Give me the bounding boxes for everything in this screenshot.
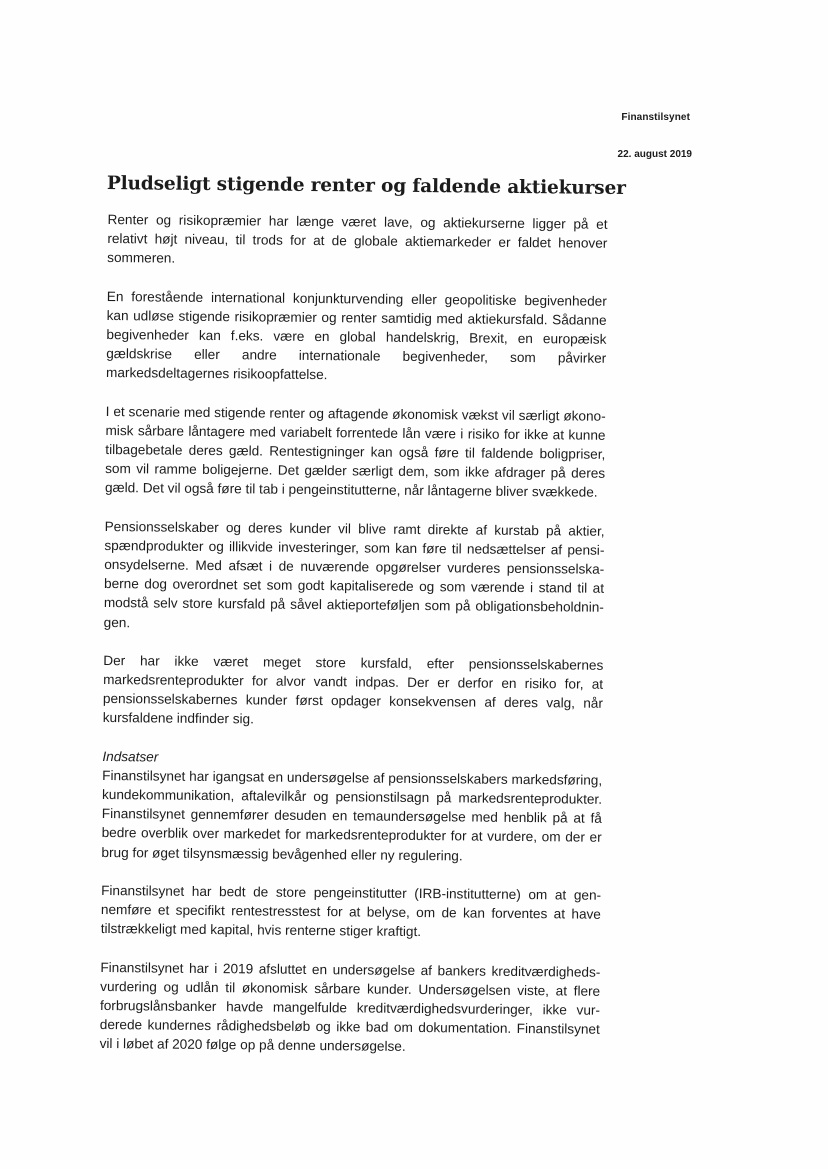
paragraph-borrowers: I et scenarie med stigende renter og aftagende økonomisk vækst vil særligt økonomisk sårbare låntagere med variabelt forrentede lån være i risiko for ikke at kunne tilbagebetale deres gæld. Rentestigninger kan også føre til faldende boligpriser, som vil ramme boligejerne. Det gælder særligt dem, som ikke afdrager på deres gæld. Det vil også føre til tab i pengeinstitutterne, når låntagerne bliver svækkede. <box>104 403 606 501</box>
paragraph-pension-companies: Pensionsselskaber og deres kunder vil blive ramt direkte af kurstab på aktier, spændprodukter og illikvide investeringer, som kan føre til nedsættelser af pensionsydelserne. Med afsæt i de nuværende opgørelser vurderes pensionsselskaberne dog overordnet set som godt kapitaliserede og som værende i stand til at modstå selv store kursfald på såvel aktieporteføljen som på obligationsbeholdningen. <box>103 518 605 630</box>
paragraph-intro: Renter og risikopræmier har længe været lave, og aktiekurserne ligger på et relativt højt niveau, til trods for at de globale aktiemarkeder er faldet henover sommeren. <box>107 211 608 267</box>
paragraph-indsatser-stresstest: Finanstilsynet har bedt de store pengeinstitutter (IRB-institutterne) om at gennemføre et specifikt rentestresstest for at belyse, om de kan forventes at have tilstrækkeligt med kapital, hvis renterne stiger kraftigt. <box>100 882 602 940</box>
document-body <box>99 172 626 1077</box>
header-organization: Finanstilsynet <box>621 112 690 123</box>
section-heading-indsatser: Indsatser <box>102 748 159 765</box>
header-date: 22. august 2019 <box>617 149 692 160</box>
paragraph-risk-events: En forestående international konjunkturvending eller geopolitiske begivenheder kan udløse stigende risikopræmier og renter samtidig med aktiekursfald. Sådanne begivenheder kan f.eks. være en global handelskrig, Brexit, en europæisk gældskrise eller andre internationale begivenheder, som påvirker markedsdeltagernes risikoopfattelse. <box>106 288 607 383</box>
paragraph-market-rate-products: Der har ikke været meget store kursfald, efter pensionsselskabernes markedsrenteprodukter for alvor vandt indpas. Der er derfor en risiko for, at pensionsselskabernes kunder først opdager konsekvensen af deres valg, når kursfaldene indfinder sig. <box>102 652 604 727</box>
paragraph-indsatser-credit: Finanstilsynet har i 2019 afsluttet en undersøgelse af bankers kreditværdighedsvurdering og udlån til økonomisk sårbare kunder. Undersøgelsen viste, at flere forbrugslånsbanker havde mangelfulde kreditværdighedsvurderinger, ikke vurderede kundernes rådighedsbeløb og ikke bad om dokumentation. Finanstilsynet vil i løbet af 2020 følge op på denne undersøgelse. <box>99 959 601 1055</box>
page-title: Pludseligt stigende renter og faldende aktiekurser <box>106 172 626 199</box>
paragraph-indsatser-pension: Finanstilsynet har igangsat en undersøgelse af pensionsselskabers markedsføring, kundekommunikation, aftalevilkår og pensionstilsagn på markedsrenteprodukter. Finanstilsynet gennemfører desuden en temaundersøgelse med henblik på at få bedre overblik over markedet for markedsrenteprodukter for at vurdere, om der er brug for øget tilsynsmæssig bevågenhed eller ny regulering. <box>101 767 603 864</box>
